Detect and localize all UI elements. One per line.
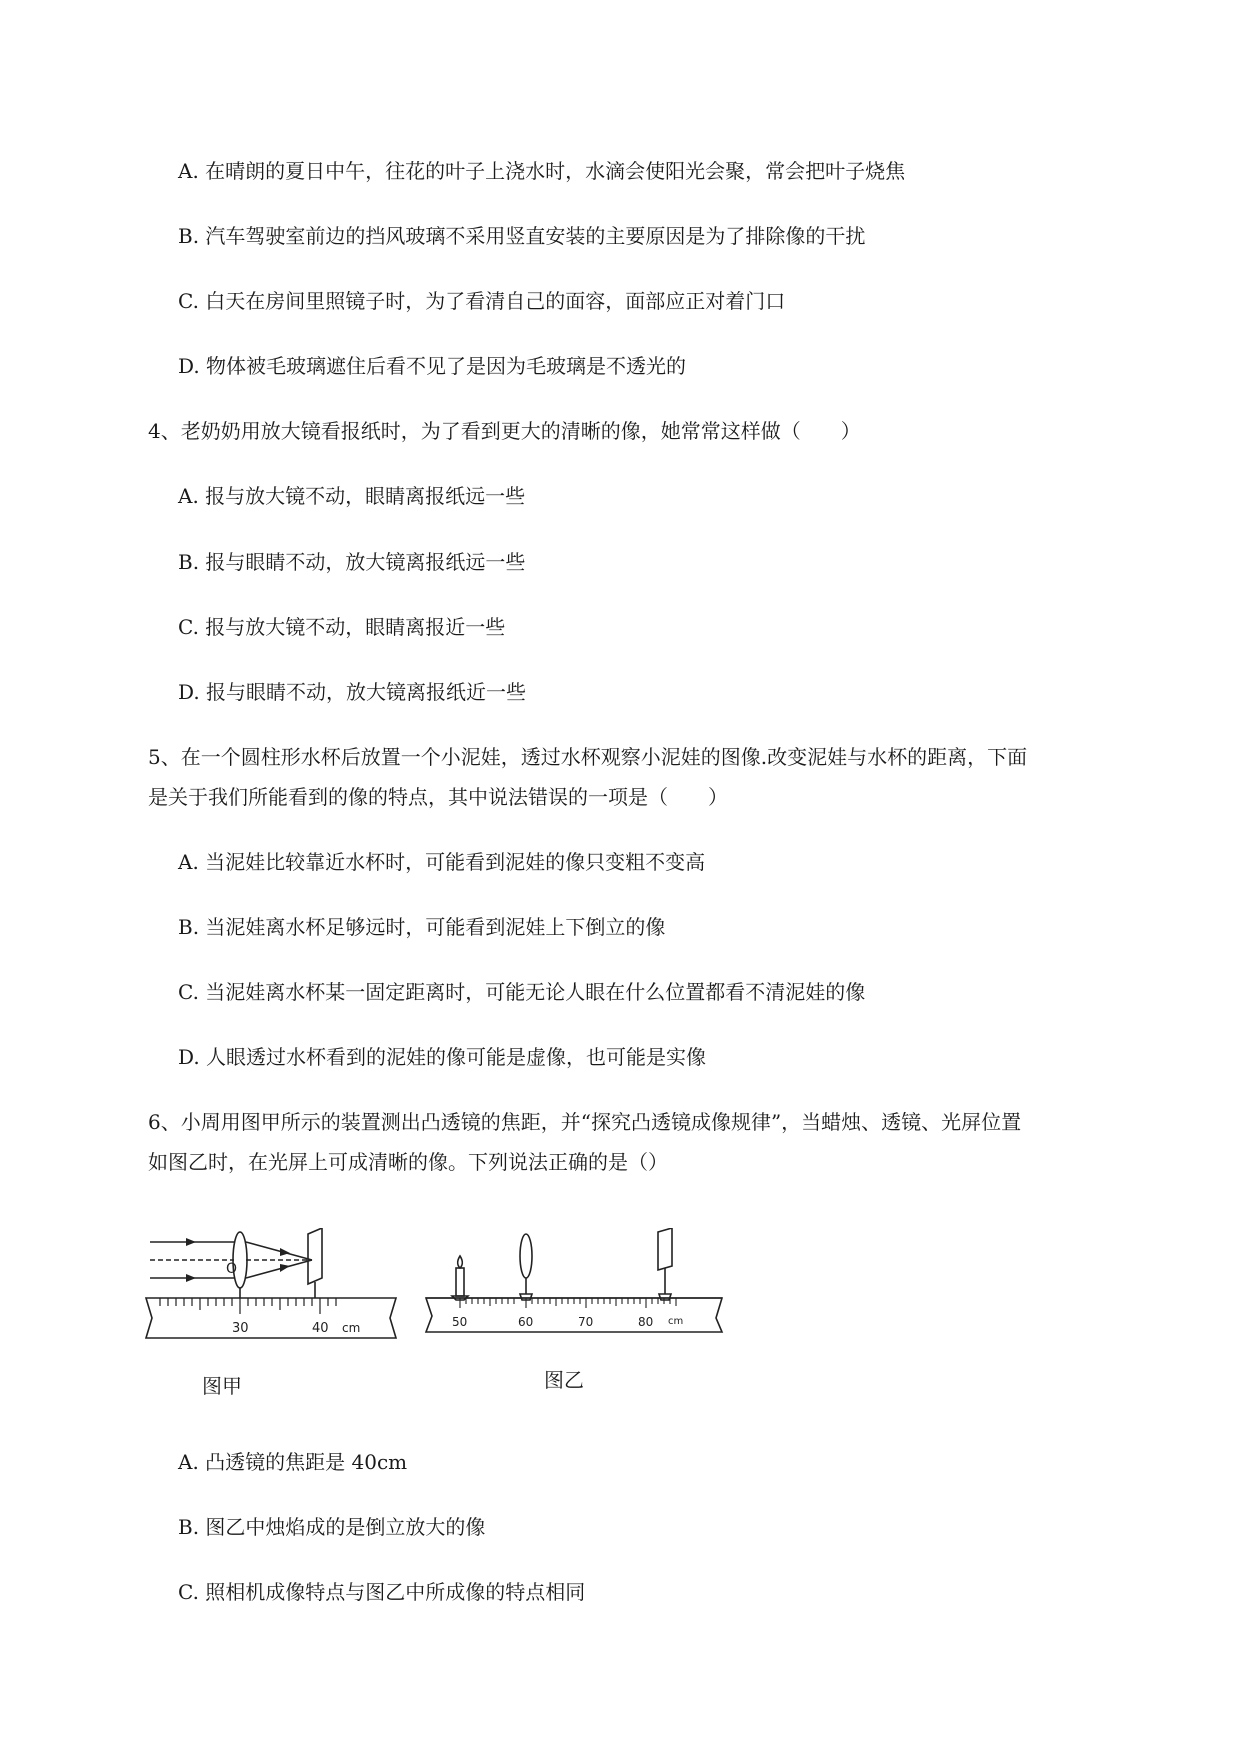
jia-converge-ray-top <box>246 1242 312 1260</box>
q6-option-b: B. 图乙中烛焰成的是倒立放大的像 <box>178 1515 486 1539</box>
yi-ruler-ticks <box>460 1298 676 1308</box>
jia-screen <box>308 1228 322 1284</box>
figure-yi-caption: 图乙 <box>544 1368 584 1392</box>
jia-arrow-icon <box>186 1238 196 1246</box>
jia-converge-ray-bottom <box>246 1260 312 1278</box>
yi-tick-unit: cm <box>668 1316 684 1327</box>
q5-stem-line1: 5、在一个圆柱形水杯后放置一个小泥娃，透过水杯观察小泥娃的图像.改变泥娃与水杯的距离，下面 <box>148 745 1028 769</box>
jia-tick-unit: cm <box>342 1321 361 1335</box>
lens-experiment-figure <box>140 1228 740 1408</box>
figure-jia-caption: 图甲 <box>202 1374 242 1398</box>
q6-option-c: C. 照相机成像特点与图乙中所成像的特点相同 <box>178 1580 586 1604</box>
yi-tick-label: 80 <box>638 1315 654 1329</box>
q3-option-a: A. 在晴朗的夏日中午，往花的叶子上浇水时，水滴会使阳光会聚，常会把叶子烧焦 <box>178 159 906 183</box>
jia-lens-letter: O <box>226 1261 238 1277</box>
q5-option-c: C. 当泥娃离水杯某一固定距离时，可能无论人眼在什么位置都看不清泥娃的像 <box>178 980 866 1004</box>
q5-stem-line2: 是关于我们所能看到的像的特点，其中说法错误的一项是（ ） <box>148 785 728 809</box>
yi-screen <box>658 1228 672 1270</box>
yi-screen-holder <box>659 1294 671 1300</box>
jia-tick-label: 30 <box>232 1321 249 1336</box>
yi-flame-icon <box>458 1256 463 1268</box>
q3-option-c: C. 白天在房间里照镜子时，为了看清自己的面容，面部应正对着门口 <box>178 289 786 313</box>
yi-tick-label: 60 <box>518 1315 534 1329</box>
jia-arrow-icon <box>280 1264 290 1272</box>
q3-option-b: B. 汽车驾驶室前边的挡风玻璃不采用竖直安装的主要原因是为了排除像的干扰 <box>178 224 866 248</box>
yi-convex-lens <box>520 1234 532 1278</box>
jia-tick-label: 40 <box>312 1321 329 1336</box>
jia-ruler-ticks <box>160 1298 336 1314</box>
jia-arrow-icon <box>186 1274 196 1282</box>
jia-arrow-icon <box>280 1248 290 1256</box>
q6-option-a: A. 凸透镜的焦距是 40cm <box>178 1450 408 1474</box>
q4-option-d: D. 报与眼睛不动，放大镜离报纸近一些 <box>178 680 527 704</box>
yi-tick-label: 50 <box>452 1315 468 1329</box>
yi-candle <box>456 1268 464 1296</box>
q4-stem: 4、老奶奶用放大镜看报纸时，为了看到更大的清晰的像，她常常这样做（ ） <box>148 419 861 443</box>
q6-stem-line2: 如图乙时，在光屏上可成清晰的像。下列说法正确的是（） <box>148 1150 668 1174</box>
q4-option-b: B. 报与眼睛不动，放大镜离报纸远一些 <box>178 550 526 574</box>
jia-convex-lens <box>233 1232 247 1288</box>
q5-option-a: A. 当泥娃比较靠近水杯时，可能看到泥娃的像只变粗不变高 <box>178 850 706 874</box>
q5-option-b: B. 当泥娃离水杯足够远时，可能看到泥娃上下倒立的像 <box>178 915 666 939</box>
q6-stem-line1: 6、小周用图甲所示的装置测出凸透镜的焦距，并“探究凸透镜成像规律”，当蜡烛、透镜、光屏位置 <box>148 1110 1022 1134</box>
yi-tick-label: 70 <box>578 1315 594 1329</box>
q4-option-c: C. 报与放大镜不动，眼睛离报近一些 <box>178 615 506 639</box>
q3-option-d: D. 物体被毛玻璃遮住后看不见了是因为毛玻璃是不透光的 <box>178 354 687 378</box>
q4-option-a: A. 报与放大镜不动，眼睛离报纸远一些 <box>178 484 526 508</box>
q5-option-d: D. 人眼透过水杯看到的泥娃的像可能是虚像，也可能是实像 <box>178 1045 707 1069</box>
